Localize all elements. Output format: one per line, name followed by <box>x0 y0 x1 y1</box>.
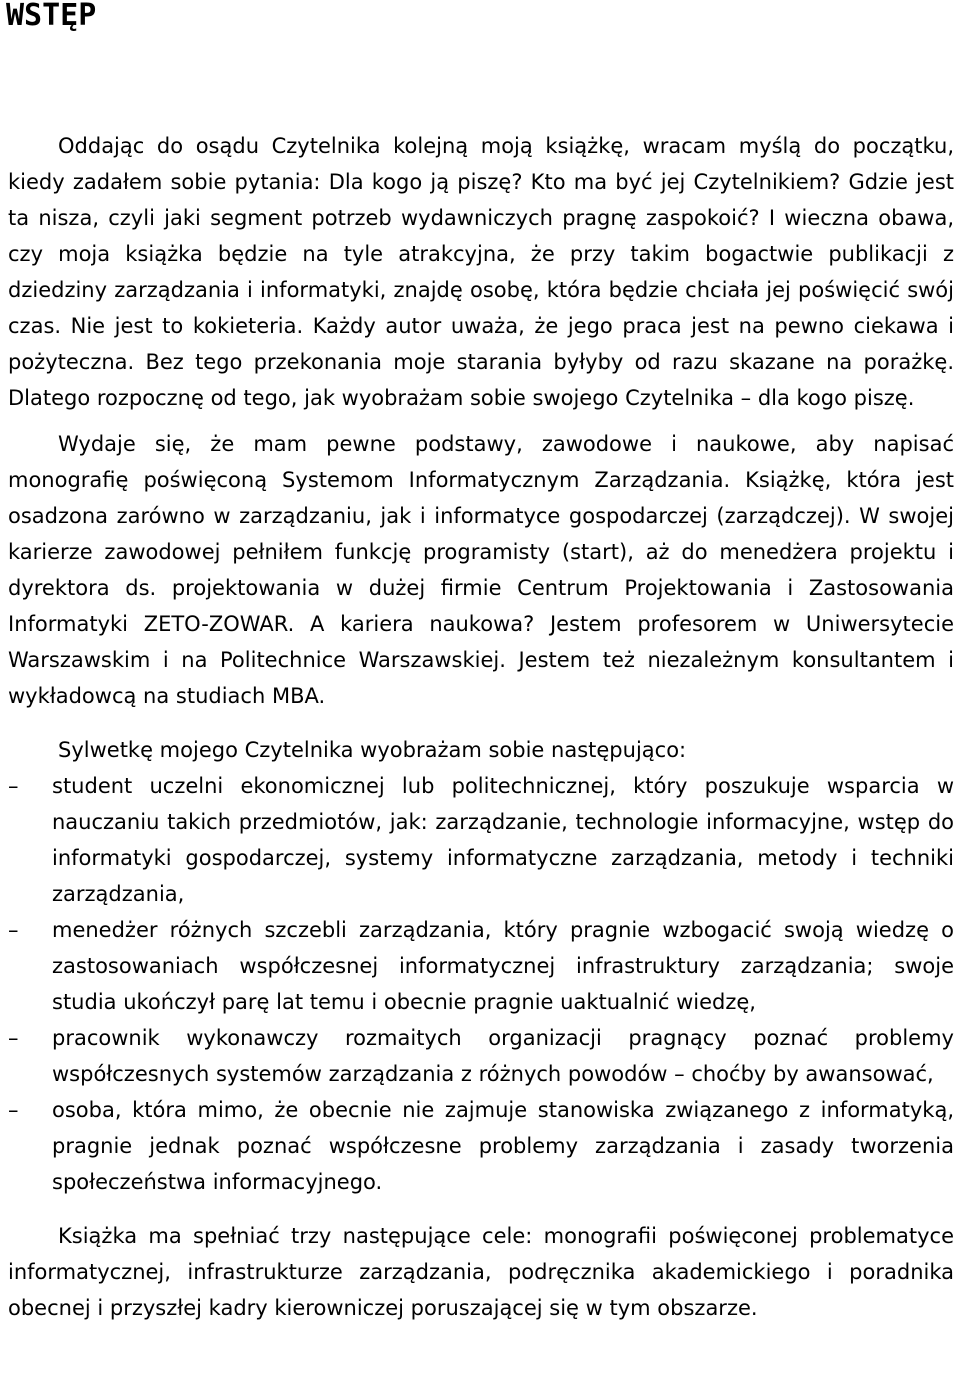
paragraph-book-goals: Książka ma spełniać trzy następujące cele: monografii poświęconej problematyce informatycznej, infrastrukturze zarządzania, podręcznika akademickiego i poradnika obecnej i przyszłej kadry kierowniczej poruszającej się w tym obszarze. <box>8 1224 954 1320</box>
list-item <box>8 1020 954 1092</box>
page-title: WSTĘP <box>6 0 97 33</box>
list-item-text: menedżer różnych szczebli zarządzania, który pragnie wzbogacić swoją wiedzę o zastosowaniach współczesnej informatycznej infrastruktury zarządzania; swoje studia ukończył parę lat temu i obecnie pragnie uaktualnić wiedzę, <box>52 918 954 1014</box>
reader-profile-list <box>8 768 954 1200</box>
list-item-text: pracownik wykonawczy rozmaitych organizacji pragnący poznać problemy współczesnych systemów zarządzania z różnych powodów – choćby by awansować, <box>52 1026 954 1086</box>
list-dash: – <box>8 1098 19 1122</box>
list-item-text: osoba, która mimo, że obecnie nie zajmuje stanowiska związanego z informatyką, pragnie jednak poznać współczesne problemy zarządzania i zasady tworzenia społeczeństwa informacyjnego. <box>52 1098 954 1194</box>
list-item-text: student uczelni ekonomicznej lub politechnicznej, który poszukuje wsparcia w nauczaniu takich przedmiotów, jak: zarządzanie, technologie informacyjne, wstęp do informatyki gospodarczej, systemy informatyczne zarządzania, metody i techniki zarządzania, <box>52 774 954 906</box>
paragraph-reader-profile-intro: Sylwetkę mojego Czytelnika wyobrażam sobie następująco: <box>58 738 687 762</box>
list-dash: – <box>8 774 19 798</box>
list-dash: – <box>8 918 19 942</box>
paragraph-author-background: Wydaje się, że mam pewne podstawy, zawodowe i naukowe, aby napisać monografię poświęconą Systemom Informatycznym Zarządzania. Książkę, która jest osadzona zarówno w zarządzaniu, jak i informatyce gospodarczej (zarządczej). W swojej karierze zawodowej pełniłem funkcję programisty (start), aż do menedżera projektu i dyrektora ds. projektowania w dużej firmie Centrum Projektowania i Zastosowania Informatyki ZETO-ZOWAR. A kariera naukowa? Jestem profesorem w Uniwersytecie Warszawskim i na Politechnice Warszawskiej. Jestem też niezależnym konsultantem i wykładowcą na studiach MBA. <box>8 432 954 708</box>
paragraph-intro: Oddając do osądu Czytelnika kolejną moją książkę, wracam myślą do początku, kiedy zadałem sobie pytania: Dla kogo ją piszę? Kto ma być jej Czytelnikiem? Gdzie jest ta nisza, czyli jaki segment potrzeb wydawniczych pragnę zaspokoić? I wieczna obawa, czy moja książka będzie na tyle atrakcyjna, że przy takim bogactwie publikacji z dziedziny zarządzania i informatyki, znajdę osobę, która będzie chciała jej poświęcić swój czas. Nie jest to kokieteria. Każdy autor uważa, że jego praca jest na pewno ciekawa i pożyteczna. Bez tego przekonania moje starania byłyby od razu skazane na porażkę. Dlatego rozpocznę od tego, jak wyobrażam sobie swojego Czytelnika – dla kogo piszę. <box>8 134 954 410</box>
list-item <box>8 912 954 1020</box>
document-body <box>8 128 954 1326</box>
list-item <box>8 1092 954 1200</box>
list-dash: – <box>8 1026 19 1050</box>
list-item <box>8 768 954 912</box>
